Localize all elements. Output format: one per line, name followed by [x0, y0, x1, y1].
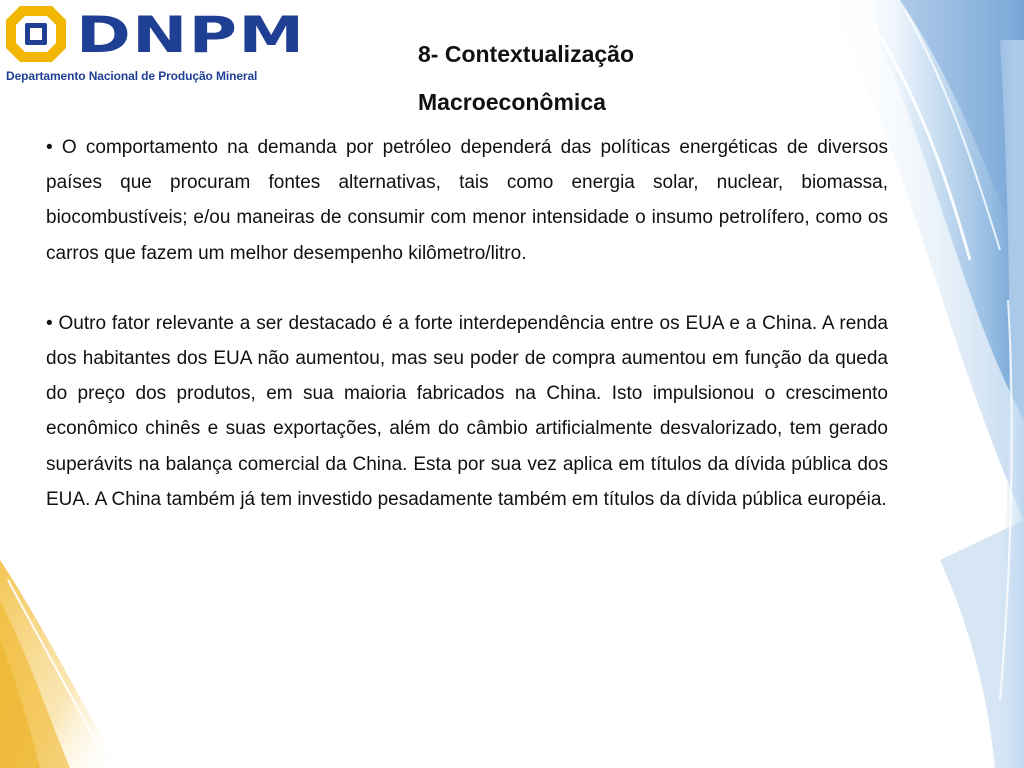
slide-body — [46, 130, 888, 517]
slide-title-line-1: 8- Contextualização — [418, 41, 634, 67]
logo-caption: Departamento Nacional de Produção Mineral — [6, 69, 258, 83]
slide-title — [418, 30, 634, 126]
logo-wordmark: DNPM — [76, 6, 306, 64]
gold-swoosh — [0, 560, 120, 768]
paragraph-oil-demand: • O comportamento na demanda por petróleo dependerá das políticas energéticas de diversos países que procuram fontes alternativas, tais como energia solar, nuclear, biomassa, biocombustíveis; e/ou maneiras de consumir com menor intensidade o insumo petrolífero, como os carros que fazem um melhor desempenho kilômetro/litro. — [46, 137, 888, 264]
paragraph-usa-china: • Outro fator relevante a ser destacado é a forte interdependência entre os EUA e a China. A renda dos habitantes dos EUA não aumentou, mas seu poder de compra aumentou em função da queda do preço dos produtos, em sua maioria fabricados na China. Isto impulsionou o crescimento econômico chinês e suas exportações, além do câmbio artificialmente desvalorizado, tem gerado superávits na balança comercial da China. Esta por sua vez aplica em títulos da dívida pública dos EUA. A China também já tem investido pesadamente também em títulos da dívida pública européia. — [46, 312, 888, 510]
dnpm-logo-mark-icon — [4, 4, 68, 64]
slide-title-line-2: Macroeconômica — [418, 89, 606, 115]
dnpm-logo — [4, 4, 306, 84]
